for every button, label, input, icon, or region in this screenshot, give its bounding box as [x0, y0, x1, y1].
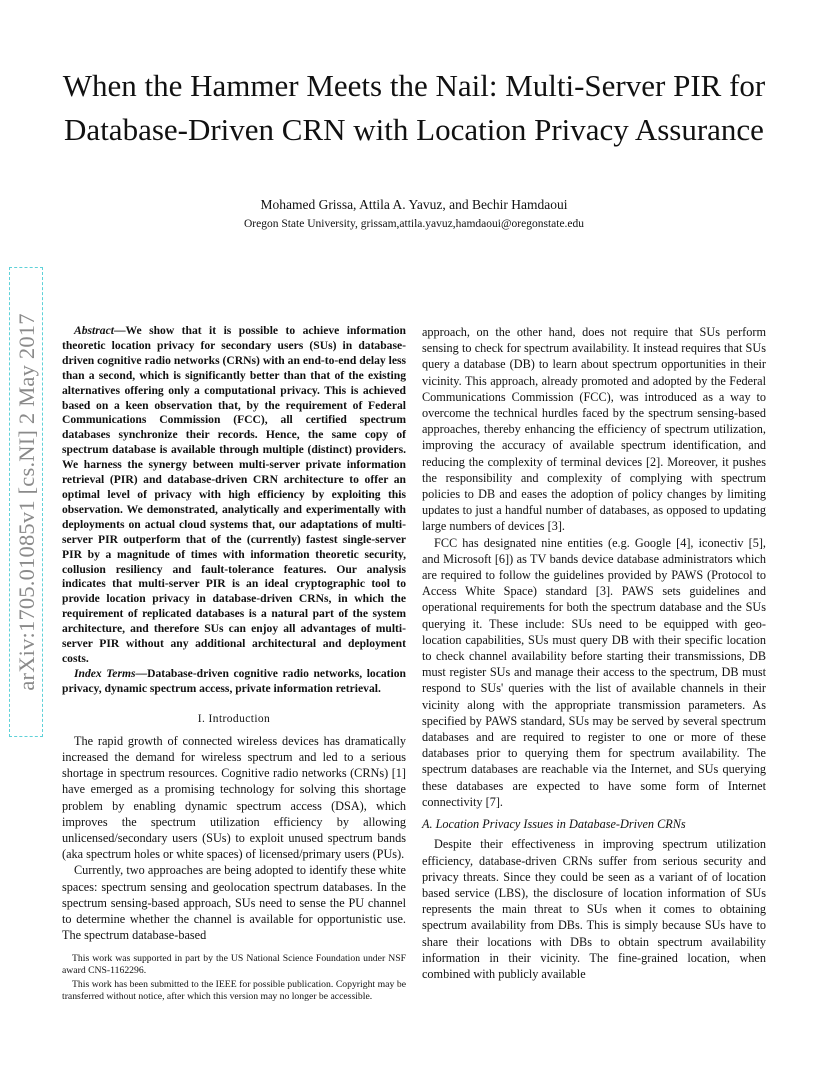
right-paragraph-1: approach, on the other hand, does not require that SUs perform sensing to check for spectrum availability. It instead requires that SUs query a database (DB) to learn about spectrum opportunities in their vicinity. This approach, already promoted and adopted by the Federal Communications Commission (FCC), was introduced as a way to overcome the technical hurdles faced by the spectrum sensing-based approaches, thereby enhancing the efficiency of spectrum utilization, improving the accuracy of available spectrum identification, and reducing the complexity of terminal devices [2]. Moreover, it pushes the responsibility and complexity of complying with spectrum policies to DB and eases the adoption of policy changes by limiting updates to just a handful number of databases, as opposed to updating large numbers of devices [3]. — [422, 325, 766, 534]
left-column — [62, 324, 406, 944]
footnotes — [62, 953, 406, 1005]
author-list: Mohamed Grissa, Attila A. Yavuz, and Bechir Hamdaoui — [260, 197, 568, 212]
paper-title: When the Hammer Meets the Nail: Multi-Server PIR for Database-Driven CRN with Location Privacy Assurance — [62, 68, 766, 147]
index-terms-label: Index Terms — [74, 666, 136, 680]
footnote-copyright: This work has been submitted to the IEEE for possible publication. Copyright may be transferred without notice, after which this version may no longer be accessible. — [62, 979, 406, 1002]
arxiv-stamp[interactable] — [6, 265, 46, 735]
intro-paragraph-1: The rapid growth of connected wireless devices has dramatically increased the demand for wireless spectrum and led to a serious shortage in spectrum resources. Cognitive radio networks (CRNs) [1] have emerged as a promising technology for solving this shortage problem by enabling dynamic spectrum access (DSA), which improves the spectrum utilization efficiency by allowing unlicensed/secondary users (SUs) to exploit unused spectrum bands (aka spectrum holes or white spaces) of licensed/primary users (PUs). — [62, 733, 406, 862]
index-terms — [62, 667, 406, 697]
right-paragraph-2: FCC has designated nine entities (e.g. Google [4], iconectiv [5], and Microsoft [6]) as TV bands device database administrators which are required to follow the guidelines provided by PAWS (Protocol to Access White Space) standard [3]. PAWS sets guidelines and operational requirements for both the spectrum database and the SUs querying it. These include: SUs need to be equipped with geo-location capabilities, SUs must query DB with their specific location to check channel availability before starting their transmissions, DB must register SUs and manage their access to the spectrum, DB must respond to SUs' queries with the list of available channels in their vicinity along with the appropriate transmission parameters. As specified by PAWS standard, SUs may be served by several spectrum databases and are required to register to one or more of these databases prior to querying them for spectrum availability. The spectrum databases are reachable via the Internet, and SUs querying these databases are expected to have some form of Internet connectivity [7]. — [422, 535, 766, 809]
abstract-text: —We show that it is possible to achieve information theoretic location privacy for secondary users (SUs) in database-driven cognitive radio networks (CRNs) with an end-to-end delay less than a second, which is significantly better than that of the existing alternatives offering only a computational privacy. This is achieved based on a keen observation that, by the requirement of Federal Communications Commission (FCC), all certified spectrum databases synchronize their records. Hence, the same copy of spectrum database is available through multiple (distinct) providers. We harness the synergy between multi-server private information retrieval (PIR) and database-driven CRN architecture to offer an optimal level of privacy with high efficiency by exploiting this observation. We demonstrated, analytically and experimentally with deployments on actual cloud systems that, our adaptations of multi-server PIR outperform that of the (currently) fastest single-server PIR by a magnitude of times with information theoretic security, collusion resiliency and fault-tolerance features. Our analysis indicates that multi-server PIR is an ideal cryptographic tool to provide location privacy in database-driven CRNs, in which the requirement of replicated databases is a natural part of the system architecture, and therefore SUs can enjoy all advantages of multi-server PIR without any additional architectural and deployment costs. — [62, 324, 406, 665]
section-heading-introduction: I. Introduction — [197, 712, 271, 725]
footnote-funding: This work was supported in part by the US National Science Foundation under NSF award CNS-1162296. — [62, 953, 406, 976]
right-column — [422, 324, 766, 982]
subsection-heading-location-privacy: A. Location Privacy Issues in Database-Driven CRNs — [422, 817, 686, 832]
index-terms-text: —Database-driven cognitive radio networks, location privacy, dynamic spectrum access, private information retrieval. — [62, 666, 406, 695]
abstract-label: Abstract — [74, 324, 114, 337]
intro-paragraph-2: Currently, two approaches are being adopted to identify these white spaces: spectrum sensing and geolocation spectrum databases. In the spectrum sensing-based approach, SUs need to sense the PU channel to determine whether the channel is available for opportunistic use. The spectrum database-based — [62, 863, 406, 943]
abstract — [62, 324, 406, 667]
affiliation: Oregon State University, grissam,attila.yavuz,hamdaoui@oregonstate.edu — [243, 218, 585, 230]
right-paragraph-3: Despite their effectiveness in improving spectrum utilization efficiency, database-driven CRNs suffer from serious security and privacy threats. Since they could be seen as a variant of of location based service (LBS), the disclosure of location information of SUs represents the main threat to SUs when it comes to obtaining spectrum availability from DBs. This is simply because SUs have to share their locations with DBs to obtain spectrum availability information in their vicinity. The fine-grained location, when combined with publicly available — [422, 837, 766, 981]
arxiv-identifier[interactable]: arXiv:1705.01085v1 [cs.NI] 2 May 2017 — [9, 267, 43, 737]
